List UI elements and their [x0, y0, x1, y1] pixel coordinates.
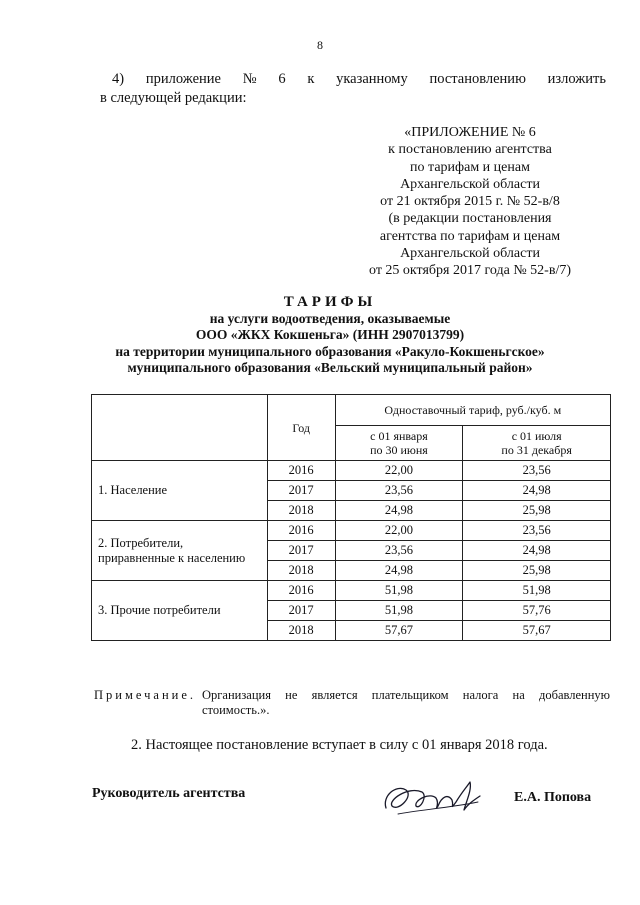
word: 4) — [112, 71, 125, 87]
title-line: на услуги водоотведения, оказываемые — [209, 310, 451, 326]
tariff-h1-cell: 51,98 — [335, 601, 463, 621]
word: постановлению — [429, 71, 526, 87]
tariff-h1-cell: 22,00 — [335, 521, 463, 541]
period-2-line: по 31 декабря — [501, 443, 572, 457]
appendix-line: от 21 октября 2015 г. № 52-в/8 — [380, 194, 560, 210]
tariff-h1-cell: 22,00 — [335, 461, 463, 481]
category-line: 1. Население — [98, 483, 168, 497]
word: к — [307, 71, 315, 87]
appendix-line: к постановлению агентства — [388, 142, 552, 158]
tariff-h1-cell: 24,98 — [335, 501, 463, 521]
tariff-h1-cell: 51,98 — [335, 581, 463, 601]
title-heading: ТАРИФЫ — [283, 294, 377, 310]
table-row — [92, 521, 611, 541]
year-cell: 2016 — [267, 581, 335, 601]
year-header: Год — [267, 395, 335, 461]
tariff-h2-cell: 23,56 — [463, 461, 611, 481]
appendix-header — [330, 124, 610, 280]
category-line: приравненные к населению — [98, 550, 246, 565]
year-cell: 2018 — [267, 561, 335, 581]
tariff-h2-cell: 57,67 — [463, 621, 611, 641]
category-cell — [92, 461, 268, 521]
tariff-h1-cell: 57,67 — [335, 621, 463, 641]
tariff-h2-cell: 25,98 — [463, 561, 611, 581]
table-row — [92, 581, 611, 601]
title-line: муниципального образования «Вельский муниципальный район» — [127, 360, 533, 376]
tariff-h1-cell: 23,56 — [335, 541, 463, 561]
signer-position: Руководитель агентства — [92, 786, 246, 801]
paragraph-4 — [100, 70, 606, 108]
tariff-h2-cell: 25,98 — [463, 501, 611, 521]
period-2-line: с 01 июля — [511, 429, 562, 443]
tariff-title — [60, 294, 600, 377]
tariff-h2-cell: 57,76 — [463, 601, 611, 621]
year-cell: 2016 — [267, 461, 335, 481]
year-cell: 2017 — [267, 481, 335, 501]
tariff-h2-cell: 23,56 — [463, 521, 611, 541]
note-text-line-2: стоимость.». — [202, 703, 270, 717]
tariff-h2-cell: 24,98 — [463, 541, 611, 561]
tariff-h1-cell: 23,56 — [335, 481, 463, 501]
year-cell: 2017 — [267, 541, 335, 561]
year-cell: 2017 — [267, 601, 335, 621]
appendix-line: (в редакции постановления — [388, 211, 552, 227]
appendix-line: «ПРИЛОЖЕНИЕ № 6 — [404, 125, 536, 140]
category-cell — [92, 521, 268, 581]
year-cell: 2016 — [267, 521, 335, 541]
title-line: ООО «ЖКХ Кокшеньга» (ИНН 2907013799) — [195, 327, 465, 343]
tariff-header: Одноставочный тариф, руб./куб. м — [335, 395, 610, 426]
title-line: на территории муниципального образования «Ракуло-Кокшеньгское» — [115, 343, 545, 359]
word: приложение — [145, 71, 221, 87]
year-cell: 2018 — [267, 621, 335, 641]
table-row — [92, 461, 611, 481]
table-header-row — [92, 395, 611, 426]
page-number: 8 — [317, 38, 323, 52]
appendix-line: от 25 октября 2017 года № 52-в/7) — [369, 263, 571, 279]
word: № — [242, 71, 257, 87]
note-label: Примечание. — [94, 688, 197, 702]
word: изложить — [547, 71, 606, 87]
tariff-h1-cell: 24,98 — [335, 561, 463, 581]
tariff-h2-cell: 51,98 — [463, 581, 611, 601]
word: 6 — [278, 71, 286, 87]
paragraph-2: 2. Настоящее постановление вступает в силу с 01 января 2018 года. — [131, 737, 548, 753]
appendix-line: Архангельской области — [400, 176, 540, 192]
category-cell — [92, 581, 268, 641]
tariff-table — [91, 394, 611, 641]
paragraph-4-line-1 — [112, 70, 606, 89]
period-1-header — [335, 426, 463, 461]
period-1-line: с 01 января — [370, 429, 428, 443]
appendix-line: по тарифам и ценам — [410, 159, 530, 175]
period-1-line: по 30 июня — [370, 443, 428, 457]
signer-name: Е.А. Попова — [514, 790, 592, 805]
handwritten-signature — [378, 766, 488, 826]
appendix-line: Архангельской области — [400, 246, 540, 262]
tariff-h2-cell: 24,98 — [463, 481, 611, 501]
year-cell: 2018 — [267, 501, 335, 521]
category-line: 2. Потребители, — [98, 535, 184, 550]
word: указанному — [336, 71, 408, 87]
header-empty-cell — [92, 395, 268, 461]
period-2-header — [463, 426, 611, 461]
note-text-line-1: Организация не является плательщиком налога на добавленную — [202, 688, 610, 702]
paragraph-4-line-2: в следующей редакции: — [100, 90, 247, 106]
category-line: 3. Прочие потребители — [98, 603, 221, 617]
appendix-line: агентства по тарифам и ценам — [379, 228, 561, 244]
